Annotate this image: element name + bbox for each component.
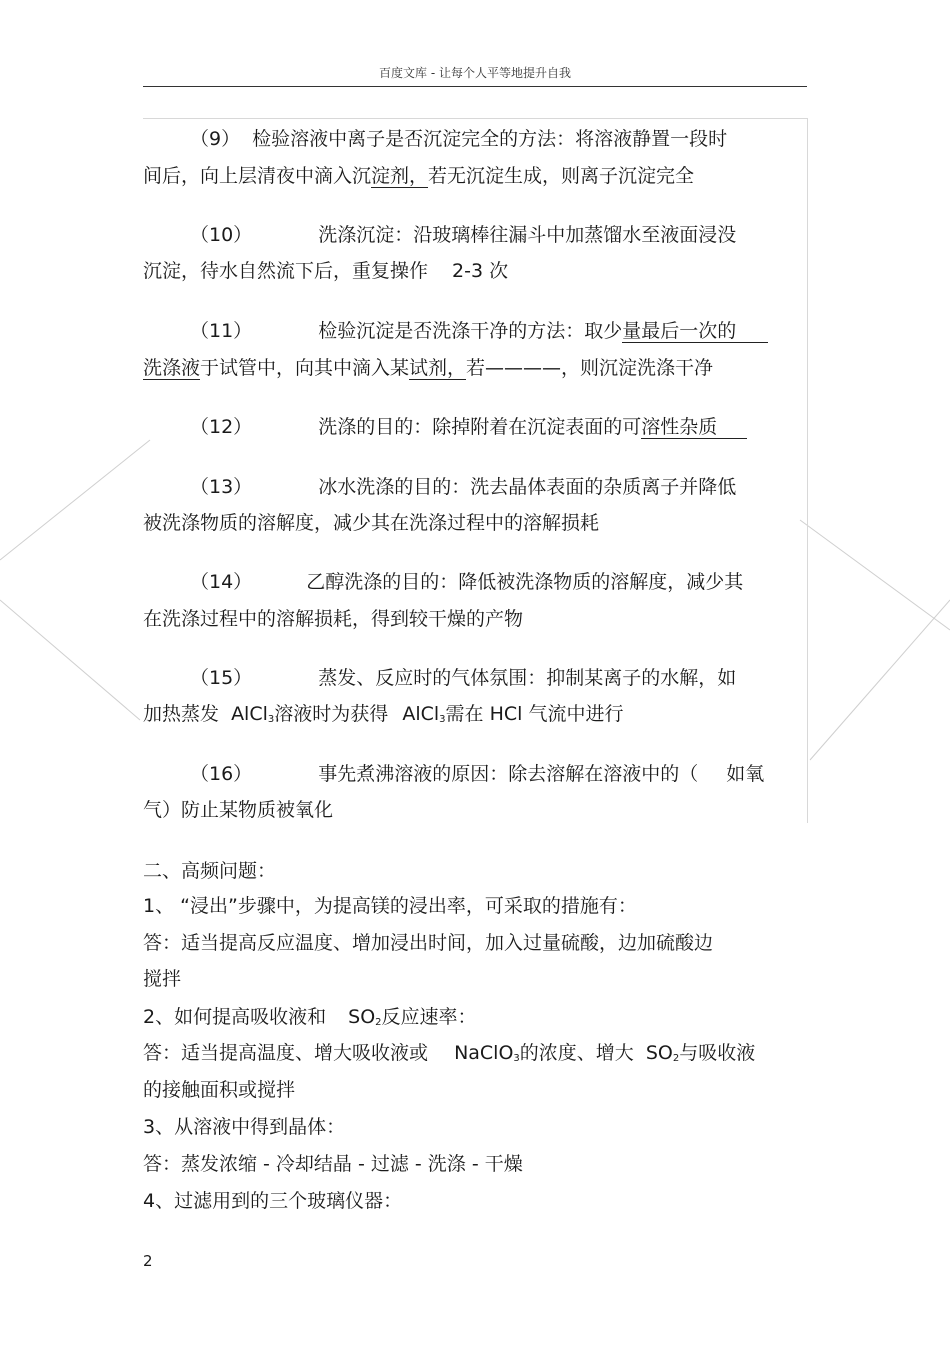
- item-9-underlined: 淀剂，: [371, 165, 429, 187]
- item-13-text: 冰水洗涤的目的：洗去晶体表面的杂质离子并降低: [318, 476, 737, 498]
- item-13-number: （13）: [190, 476, 253, 498]
- item-16-text: 事先煮沸溶液的原因：除去溶解在溶液中的（: [318, 763, 699, 785]
- section-2-title: 二、高频问题：: [143, 860, 277, 882]
- item-11-line1: [190, 318, 768, 344]
- answer-2-line1: [143, 1040, 755, 1072]
- item-11-underlined2: 洗涤液: [143, 357, 201, 379]
- item-15-text2c: 溶液时为获得: [274, 703, 389, 725]
- item-10-text2b: 2-3 次: [452, 260, 509, 282]
- item-12-text: 洗涤的目的：除掉附着在沉淀表面的可: [318, 416, 642, 438]
- answer-2-sub2: 2: [672, 1053, 680, 1064]
- item-11-text1a: 检验沉淀是否洗涤干净的方法：取少: [318, 320, 623, 342]
- item-11-underlined3: 试剂，: [409, 357, 467, 379]
- item-13-line2: 被洗涤物质的溶解度，减少其在洗涤过程中的溶解损耗: [143, 512, 600, 534]
- item-15-number: （15）: [190, 667, 253, 689]
- item-10-text2: 沉淀，待水自然流下后，重复操作: [143, 260, 429, 282]
- item-12-underlined: 溶性杂质: [641, 416, 747, 439]
- answer-2-sub1: 3: [513, 1053, 520, 1064]
- item-10-line1: [190, 222, 736, 248]
- question-2-sub: 2: [375, 1017, 382, 1028]
- answer-2-formula1: NaClO: [454, 1042, 514, 1064]
- item-14-text: 乙醇洗涤的目的：降低被洗涤物质的溶解度，减少其: [306, 571, 744, 593]
- item-16-number: （16）: [190, 763, 253, 785]
- answer-2-text: 答：适当提高温度、增大吸收液或: [143, 1042, 429, 1064]
- item-16-text1b: 如氧: [726, 763, 765, 785]
- item-11-text2b: 若————，则沉淀洗涤干净: [466, 357, 714, 379]
- item-16-line1: [190, 761, 764, 787]
- item-15-line1: [190, 665, 736, 691]
- page-header: 百度文库 - 让每个人平等地提升自我: [379, 66, 571, 80]
- item-9-line2: [143, 163, 694, 189]
- item-15-sub2: 3: [439, 714, 446, 725]
- item-15-text2e: 需在 HCl 气流中进行: [445, 703, 624, 725]
- item-15-text2a: 加热蒸发: [143, 703, 220, 725]
- question-2-formula: SO: [348, 1006, 376, 1028]
- item-14-number: （14）: [190, 571, 253, 593]
- item-12-number: （12）: [190, 416, 253, 438]
- item-9-text2b: 若无沉淀生成，则离子沉淀完全: [428, 165, 695, 187]
- answer-3: 答：蒸发浓缩 - 冷却结晶 - 过滤 - 洗涤 - 干燥: [143, 1153, 523, 1175]
- question-4: 4、过滤用到的三个玻璃仪器：: [143, 1190, 403, 1212]
- answer-2-text3: 与吸收液: [679, 1042, 756, 1064]
- question-2-text: 2、如何提高吸收液和: [143, 1006, 327, 1028]
- item-15-formula2: AlCl: [402, 703, 440, 725]
- item-10-text: 洗涤沉淀：沿玻璃棒往漏斗中加蒸馏水至液面浸没: [318, 224, 737, 246]
- item-13-line1: [190, 474, 736, 500]
- item-11-line2: [143, 355, 713, 381]
- answer-1-line2: 搅拌: [143, 968, 182, 990]
- item-15-formula1: AlCl: [231, 703, 268, 725]
- item-14-line1: [190, 569, 743, 595]
- item-15-line2: [143, 701, 623, 733]
- item-10-line2: [143, 258, 508, 284]
- answer-2-text2: 的浓度、增大: [519, 1042, 634, 1064]
- item-10-number: （10）: [190, 224, 253, 246]
- answer-2-formula2: SO: [645, 1042, 673, 1064]
- item-9-line1: [190, 126, 727, 152]
- answer-1-line1: 答：适当提高反应温度、增加浸出时间，加入过量硫酸，边加硫酸边: [143, 932, 714, 954]
- question-3: 3、从溶液中得到晶体：: [143, 1116, 346, 1138]
- question-1: 1、 “浸出”步骤中，为提高镁的浸出率，可采取的措施有：: [143, 895, 637, 917]
- header-rule: [143, 86, 807, 87]
- item-9-text: 检验溶液中离子是否沉淀完全的方法：将溶液静置一段时: [252, 128, 728, 150]
- item-11-text2a: 于试管中，向其中滴入某: [200, 357, 410, 379]
- item-11-number: （11）: [190, 320, 253, 342]
- item-12-line1: [190, 414, 747, 440]
- item-14-line2: 在洗涤过程中的溶解损耗，得到较干燥的产物: [143, 608, 524, 630]
- item-9-number: （9）: [190, 128, 241, 150]
- item-15-sub1: 3: [267, 714, 275, 725]
- question-2-text2: 反应速率：: [381, 1006, 477, 1028]
- item-9-text2a: 间后，向上层清夜中滴入沉: [143, 165, 372, 187]
- page-number: 2: [143, 1252, 153, 1270]
- question-2: [143, 1004, 477, 1036]
- item-16-line2: 气）防止某物质被氧化: [143, 799, 334, 821]
- answer-2-line2: 的接触面积或搅拌: [143, 1079, 296, 1101]
- item-11-underlined1: 量最后一次的: [622, 320, 768, 343]
- item-15-text: 蒸发、反应时的气体氛围：抑制某离子的水解，如: [318, 667, 737, 689]
